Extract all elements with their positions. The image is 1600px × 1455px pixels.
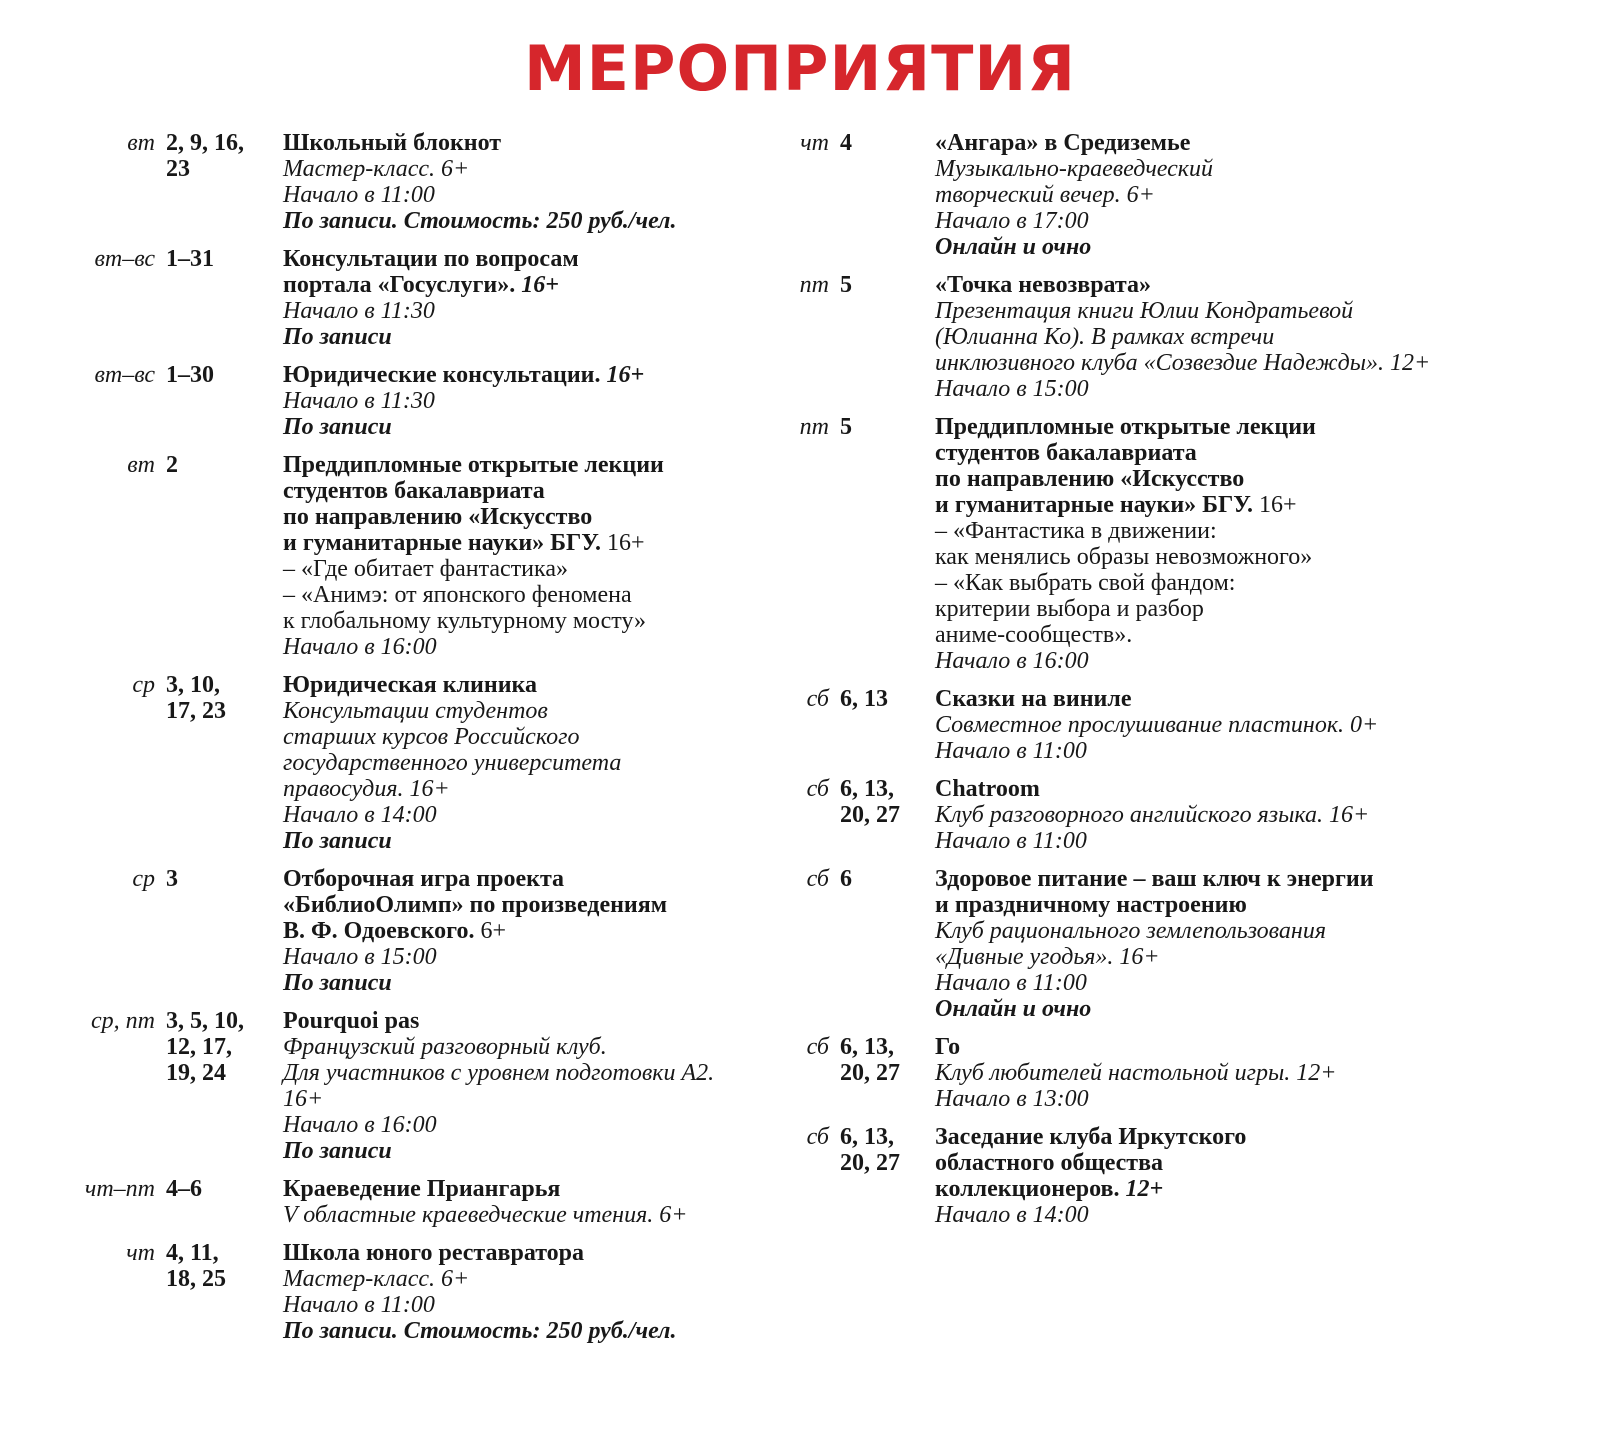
event-text-line <box>283 1138 745 1164</box>
text-segment: По записи <box>283 414 392 440</box>
text-segment: Мастер-класс. 6+ <box>283 156 470 182</box>
event-details <box>283 452 745 660</box>
event-date-line: 18, 25 <box>166 1266 226 1292</box>
event-text-line <box>935 944 1540 970</box>
events-column-right <box>795 130 1540 1240</box>
event-entry <box>60 130 745 234</box>
event-text-line <box>283 1112 745 1138</box>
event-text-line <box>935 466 1540 492</box>
text-segment: Клуб рационального землепользования <box>935 918 1326 944</box>
text-segment: критерии выбора и разбор <box>935 596 1204 622</box>
event-dates <box>829 1124 935 1228</box>
text-segment: Начало в 16:00 <box>935 648 1089 674</box>
event-dates <box>829 414 935 674</box>
text-segment: Го <box>935 1034 961 1060</box>
event-dates <box>155 246 283 350</box>
event-day-label: сб <box>806 1124 829 1150</box>
text-segment: По записи <box>283 828 392 854</box>
event-details <box>935 414 1540 674</box>
text-segment: и гуманитарные науки» БГУ. <box>935 492 1253 518</box>
event-entry <box>60 672 745 854</box>
event-text-line <box>935 686 1540 712</box>
text-segment: Начало в 11:00 <box>935 738 1087 764</box>
event-dates <box>155 362 283 440</box>
text-segment: государственного университета <box>283 750 622 776</box>
event-day-label: пт <box>799 272 829 298</box>
event-text-line <box>283 504 745 530</box>
event-text-line <box>935 518 1540 544</box>
event-dates <box>829 776 935 854</box>
event-text-line <box>935 828 1540 854</box>
text-segment: Совместное прослушивание пластинок. 0+ <box>935 712 1379 738</box>
event-entry <box>795 130 1540 260</box>
event-text-line <box>935 892 1540 918</box>
event-text-line <box>283 452 745 478</box>
text-segment: Онлайн и очно <box>935 234 1092 260</box>
text-segment: По записи. Стоимость: 250 руб./чел. <box>283 1318 677 1344</box>
text-segment: Здоровое питание – ваш ключ к энергии <box>935 866 1374 892</box>
event-text-line <box>283 776 745 802</box>
text-segment: к глобальному культурному мосту» <box>283 608 647 634</box>
event-text-line <box>935 492 1540 518</box>
event-text-line <box>935 622 1540 648</box>
event-text-line <box>935 712 1540 738</box>
event-date-line: 3 <box>166 866 178 892</box>
event-date-line: 19, 24 <box>166 1060 226 1086</box>
event-day-label: сб <box>806 686 829 712</box>
event-text-line <box>935 1124 1540 1150</box>
text-segment: и гуманитарные науки» БГУ. <box>283 530 601 556</box>
text-segment: «Ангара» в Средиземье <box>935 130 1191 156</box>
events-page <box>0 34 1600 1356</box>
event-details <box>283 362 745 440</box>
text-segment: По записи. Стоимость: 250 руб./чел. <box>283 208 677 234</box>
event-text-line <box>935 414 1540 440</box>
text-segment: студентов бакалавриата <box>283 478 545 504</box>
text-segment: 6+ <box>474 918 507 944</box>
text-segment: – «Фантастика в движении: <box>935 518 1217 544</box>
text-segment: Начало в 11:00 <box>935 970 1087 996</box>
event-text-line <box>283 362 745 388</box>
event-text-line <box>935 376 1540 402</box>
event-day-label: чт <box>800 130 829 156</box>
event-date-line: 20, 27 <box>840 1150 900 1176</box>
text-segment: 16+ <box>521 272 559 298</box>
event-text-line <box>283 608 745 634</box>
event-details <box>283 672 745 854</box>
text-segment: V областные краеведческие чтения. 6+ <box>283 1202 688 1228</box>
event-date-line: 6, 13, <box>840 1124 894 1150</box>
text-segment: Отборочная игра проекта <box>283 866 565 892</box>
event-text-line <box>283 1176 745 1202</box>
event-text-line <box>283 1086 745 1112</box>
event-text-line <box>935 130 1540 156</box>
event-text-line <box>283 246 745 272</box>
event-text-line <box>935 1034 1540 1060</box>
text-segment: В. Ф. Одоевского. <box>283 918 475 944</box>
text-segment: портала «Госуслуги». <box>283 272 522 298</box>
event-entry <box>60 452 745 660</box>
text-segment: По записи <box>283 1138 392 1164</box>
event-text-line <box>283 1240 745 1266</box>
event-date-line: 6, 13, <box>840 776 894 802</box>
event-dates <box>155 130 283 234</box>
text-segment: Преддипломные открытые лекции <box>935 414 1316 440</box>
event-text-line <box>283 582 745 608</box>
text-segment: – «Где обитает фантастика» <box>283 556 568 582</box>
text-segment: Начало в 11:00 <box>283 1292 435 1318</box>
event-text-line <box>283 130 745 156</box>
text-segment: Школьный блокнот <box>283 130 502 156</box>
event-text-line <box>935 324 1540 350</box>
event-text-line <box>283 634 745 660</box>
event-details <box>283 1176 745 1228</box>
event-date-line: 6 <box>840 866 852 892</box>
event-entry <box>795 686 1540 764</box>
text-segment: Начало в 11:00 <box>283 182 435 208</box>
event-text-line <box>935 350 1540 376</box>
event-day-label: чт <box>126 1240 155 1266</box>
event-details <box>935 686 1540 764</box>
event-dates <box>829 130 935 260</box>
text-segment: 16+ <box>601 530 645 556</box>
text-segment: Мастер-класс. 6+ <box>283 1266 470 1292</box>
text-segment: 16+ <box>283 1086 324 1112</box>
event-date-line: 4–6 <box>166 1176 202 1202</box>
event-details <box>283 1240 745 1344</box>
text-segment: Pourquoi pas <box>283 1008 420 1034</box>
event-entry <box>795 1034 1540 1112</box>
event-details <box>935 1124 1540 1228</box>
event-text-line <box>283 388 745 414</box>
event-entry <box>795 776 1540 854</box>
event-text-line <box>935 156 1540 182</box>
events-columns <box>0 130 1600 1356</box>
event-text-line <box>935 1060 1540 1086</box>
text-segment: старших курсов Российского <box>283 724 580 750</box>
event-day-label: пт <box>799 414 829 440</box>
event-text-line <box>935 234 1540 260</box>
event-date-line: 4 <box>840 130 852 156</box>
event-day-label: ср <box>132 672 155 698</box>
page-title: МЕРОПРИЯТИЯ <box>523 32 1077 105</box>
text-segment: коллекционеров. <box>935 1176 1126 1202</box>
event-entry <box>60 866 745 996</box>
event-details <box>283 866 745 996</box>
text-segment: Краеведение Приангарья <box>283 1176 561 1202</box>
event-text-line <box>283 1202 745 1228</box>
event-date-line: 1–31 <box>166 246 214 272</box>
event-text-line <box>283 414 745 440</box>
text-segment: Консультации студентов <box>283 698 548 724</box>
event-details <box>283 130 745 234</box>
event-details <box>935 866 1540 1022</box>
event-text-line <box>935 918 1540 944</box>
event-entry <box>795 272 1540 402</box>
text-segment: студентов бакалавриата <box>935 440 1197 466</box>
text-segment: Начало в 11:30 <box>283 298 435 324</box>
event-text-line <box>935 1176 1540 1202</box>
event-date-line: 6, 13 <box>840 686 888 712</box>
text-segment: Презентация книги Юлии Кондратьевой <box>935 298 1354 324</box>
text-segment: 16+ <box>606 362 645 388</box>
event-text-line <box>283 182 745 208</box>
event-text-line <box>283 556 745 582</box>
event-text-line <box>283 828 745 854</box>
text-segment: Сказки на виниле <box>935 686 1132 712</box>
event-text-line <box>283 724 745 750</box>
event-day-label: сб <box>806 1034 829 1060</box>
event-day-label: сб <box>806 866 829 892</box>
event-text-line <box>935 1086 1540 1112</box>
event-text-line <box>283 698 745 724</box>
text-segment: творческий вечер. 6+ <box>935 182 1155 208</box>
event-date-line: 23 <box>166 156 190 182</box>
event-entry <box>60 1176 745 1228</box>
event-text-line <box>283 1318 745 1344</box>
event-text-line <box>935 182 1540 208</box>
text-segment: аниме-сообществ». <box>935 622 1133 648</box>
event-text-line <box>935 570 1540 596</box>
event-day-label: вт <box>127 452 155 478</box>
event-text-line <box>283 1008 745 1034</box>
event-text-line <box>935 298 1540 324</box>
text-segment: Онлайн и очно <box>935 996 1092 1022</box>
text-segment: Начало в 16:00 <box>283 1112 437 1138</box>
event-dates <box>155 452 283 660</box>
text-segment: Начало в 11:00 <box>935 828 1087 854</box>
text-segment: Начало в 15:00 <box>283 944 437 970</box>
event-text-line <box>935 544 1540 570</box>
event-text-line <box>935 272 1540 298</box>
event-dates <box>155 866 283 996</box>
event-details <box>283 1008 745 1164</box>
event-date-line: 20, 27 <box>840 1060 900 1086</box>
text-segment: по направлению «Искусство <box>283 504 593 530</box>
text-segment: инклюзивного клуба «Созвездие Надежды». 12+ <box>935 350 1431 376</box>
text-segment: Для участников с уровнем подготовки А2. <box>283 1060 715 1086</box>
event-day-label: вт <box>127 130 155 156</box>
event-entry <box>60 1240 745 1344</box>
event-date-line: 5 <box>840 414 852 440</box>
event-details <box>935 776 1540 854</box>
event-text-line <box>935 776 1540 802</box>
event-text-line <box>283 672 745 698</box>
event-day-label: ср, пт <box>91 1008 155 1034</box>
event-text-line <box>283 1292 745 1318</box>
event-date-line: 2, 9, 16, <box>166 130 244 156</box>
event-text-line <box>283 944 745 970</box>
event-date-line: 3, 10, <box>166 672 220 698</box>
event-day-label: чт–пт <box>84 1176 155 1202</box>
event-date-line: 4, 11, <box>166 1240 219 1266</box>
event-date-line: 6, 13, <box>840 1034 894 1060</box>
text-segment: 12+ <box>1125 1176 1164 1202</box>
text-segment: 16+ <box>1253 492 1297 518</box>
event-text-line <box>935 648 1540 674</box>
event-text-line <box>935 208 1540 234</box>
text-segment: Юридическая клиника <box>283 672 537 698</box>
text-segment: Школа юного реставратора <box>283 1240 585 1266</box>
text-segment: по направлению «Искусство <box>935 466 1245 492</box>
text-segment: и праздничному настроению <box>935 892 1247 918</box>
text-segment: «БиблиоОлимп» по произведениям <box>283 892 668 918</box>
event-text-line <box>283 1266 745 1292</box>
event-text-line <box>935 996 1540 1022</box>
event-dates <box>829 272 935 402</box>
text-segment: По записи <box>283 970 392 996</box>
event-date-line: 5 <box>840 272 852 298</box>
event-text-line <box>283 530 745 556</box>
event-text-line <box>283 802 745 828</box>
event-text-line <box>283 208 745 234</box>
text-segment: Юридические консультации. <box>283 362 607 388</box>
text-segment: – «Анимэ: от японского феномена <box>283 582 632 608</box>
text-segment: Заседание клуба Иркутского <box>935 1124 1247 1150</box>
event-text-line <box>283 866 745 892</box>
event-entry <box>60 246 745 350</box>
events-column-left <box>60 130 745 1356</box>
event-entry <box>795 1124 1540 1228</box>
event-text-line <box>935 1202 1540 1228</box>
event-text-line <box>283 272 745 298</box>
event-details <box>935 1034 1540 1112</box>
text-segment: Преддипломные открытые лекции <box>283 452 664 478</box>
event-text-line <box>283 918 745 944</box>
event-day-label: сб <box>806 776 829 802</box>
event-details <box>283 246 745 350</box>
text-segment: Начало в 11:30 <box>283 388 435 414</box>
event-dates <box>155 1008 283 1164</box>
event-text-line <box>935 738 1540 764</box>
text-segment: – «Как выбрать свой фандом: <box>935 570 1236 596</box>
event-text-line <box>283 1034 745 1060</box>
text-segment: областного общества <box>935 1150 1164 1176</box>
event-dates <box>155 1176 283 1228</box>
text-segment: Музыкально-краеведческий <box>935 156 1214 182</box>
text-segment: Начало в 16:00 <box>283 634 437 660</box>
text-segment: правосудия. 16+ <box>283 776 450 802</box>
text-segment: Начало в 14:00 <box>935 1202 1089 1228</box>
event-date-line: 3, 5, 10, <box>166 1008 244 1034</box>
text-segment: Клуб разговорного английского языка. 16+ <box>935 802 1370 828</box>
event-day-label: ср <box>132 866 155 892</box>
text-segment: Начало в 13:00 <box>935 1086 1089 1112</box>
text-segment: «Точка невозврата» <box>935 272 1151 298</box>
event-text-line <box>283 970 745 996</box>
text-segment: (Юлианна Ко). В рамках встречи <box>935 324 1275 350</box>
event-date-line: 17, 23 <box>166 698 226 724</box>
event-text-line <box>283 892 745 918</box>
event-day-label: вт–вс <box>94 246 155 272</box>
text-segment: Французский разговорный клуб. <box>283 1034 607 1060</box>
event-date-line: 1–30 <box>166 362 214 388</box>
event-entry <box>60 1008 745 1164</box>
event-text-line <box>283 478 745 504</box>
event-text-line <box>283 1060 745 1086</box>
event-entry <box>795 414 1540 674</box>
event-entry <box>60 362 745 440</box>
event-text-line <box>935 866 1540 892</box>
text-segment: Chatroom <box>935 776 1040 802</box>
event-entry <box>795 866 1540 1022</box>
event-text-line <box>935 596 1540 622</box>
event-text-line <box>935 970 1540 996</box>
text-segment: Начало в 17:00 <box>935 208 1089 234</box>
event-text-line <box>935 440 1540 466</box>
event-day-label: вт–вс <box>94 362 155 388</box>
event-dates <box>155 1240 283 1344</box>
event-text-line <box>283 750 745 776</box>
text-segment: Начало в 14:00 <box>283 802 437 828</box>
text-segment: Клуб любителей настольной игры. 12+ <box>935 1060 1337 1086</box>
text-segment: как менялись образы невозможного» <box>935 544 1313 570</box>
event-text-line <box>935 1150 1540 1176</box>
event-dates <box>829 686 935 764</box>
event-details <box>935 272 1540 402</box>
event-date-line: 20, 27 <box>840 802 900 828</box>
event-dates <box>155 672 283 854</box>
text-segment: Консультации по вопросам <box>283 246 579 272</box>
event-text-line <box>283 298 745 324</box>
event-details <box>935 130 1540 260</box>
text-segment: «Дивные угодья». 16+ <box>935 944 1160 970</box>
text-segment: Начало в 15:00 <box>935 376 1089 402</box>
event-dates <box>829 1034 935 1112</box>
event-date-line: 12, 17, <box>166 1034 232 1060</box>
event-text-line <box>283 324 745 350</box>
event-text-line <box>935 802 1540 828</box>
event-text-line <box>283 156 745 182</box>
text-segment: По записи <box>283 324 392 350</box>
event-date-line: 2 <box>166 452 178 478</box>
event-dates <box>829 866 935 1022</box>
